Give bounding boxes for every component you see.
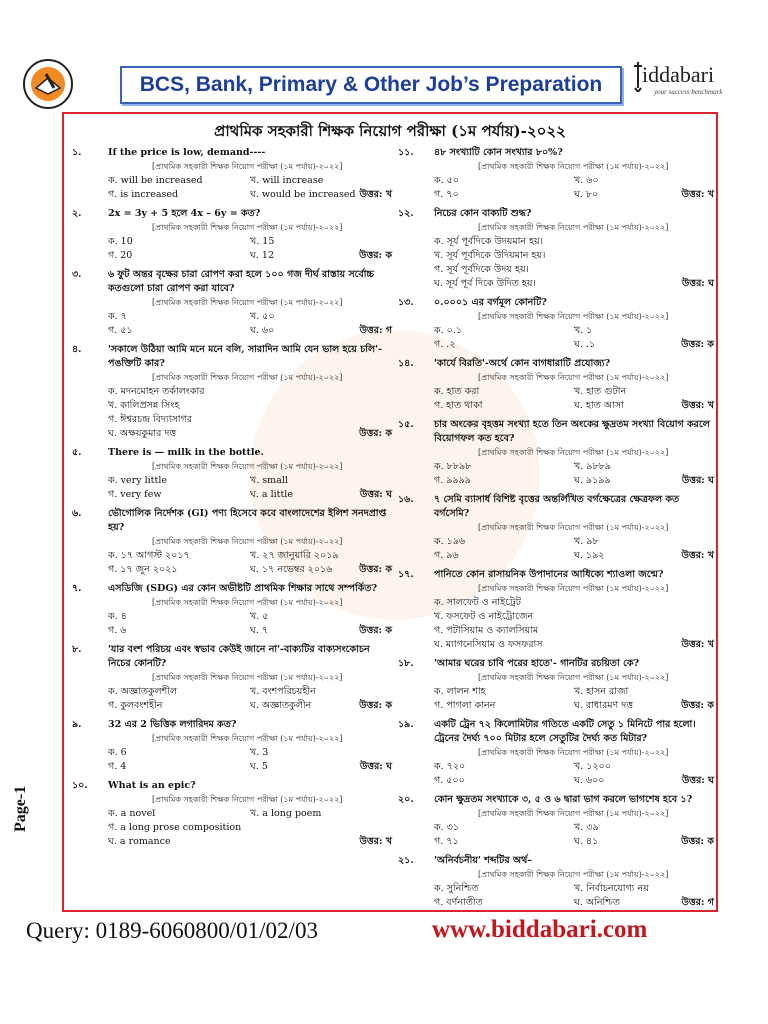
option-item: গ. very few (108, 489, 162, 500)
question-text: ৪৮ সংখ্যাটি কোন সংখ্যার ৮০%? (434, 147, 563, 158)
options-grid (108, 310, 392, 338)
question-source: [প্রাথমিক সহকারী শিক্ষক নিয়োগ পরীক্ষা (১ম পর্যায়)-২০২২] (152, 223, 343, 232)
option-item: গ. কুলবংশহীন (108, 700, 163, 711)
answer-label: উত্তর: ক (681, 339, 714, 350)
question-item (398, 793, 714, 849)
option-item: গ. ১৭ জুন ২০২১ (108, 564, 178, 575)
question-text: 'সকালে উঠিয়া আমি মনে মনে বলি, সারাদিন আমি যেন ভাল হয়ে চলি'-পঙক্তিটি কার? (108, 344, 382, 369)
option-item: ঘ. অজ্ঞাতকুলীন (250, 700, 312, 711)
option-item: গ. সূর্য পূর্বদিকে উদয় হয়। (434, 264, 529, 275)
question-source: [প্রাথমিক সহকারী শিক্ষক নিয়োগ পরীক্ষা (১ম পর্যায়)-২০২২] (478, 373, 669, 382)
question-item (72, 146, 392, 202)
exam-title: প্রাথমিক সহকারী শিক্ষক নিয়োগ পরীক্ষা (১ম পর্যায়)-২০২২ (214, 122, 566, 140)
option-item: ঘ. ৯১৯৯ (574, 475, 611, 486)
question-item (72, 343, 392, 441)
option-item: ঘ. ৬০ (250, 325, 275, 336)
question-item (72, 779, 392, 849)
question-source: [প্রাথমিক সহকারী শিক্ষক নিয়োগ পরীক্ষা (১ম পর্যায়)-২০২২] (478, 523, 669, 532)
option-item: ক. 6 (108, 747, 127, 758)
question-source: [প্রাথমিক সহকারী শিক্ষক নিয়োগ পরীক্ষা (১ম পর্যায়)-২০২২] (152, 598, 343, 607)
options-grid (434, 385, 714, 413)
question-source: [প্রাথমিক সহকারী শিক্ষক নিয়োগ পরীক্ষা (১ম পর্যায়)-২০২২] (152, 462, 343, 471)
option-item: খ. ১ (574, 325, 593, 336)
question-item (398, 493, 714, 563)
question-text: 'কার্যে বিরতি'-অর্থে কোন বাগধারাটি প্রযোজ্য? (434, 358, 611, 369)
option-item: ঘ. would be increased (250, 189, 356, 200)
option-item: গ. ৫১ (108, 325, 133, 336)
options-grid (434, 821, 714, 849)
answer-label: উত্তর: গ (681, 897, 714, 908)
question-number: ২১. (398, 855, 414, 866)
option-item: গ. বর্ণনাতীত (434, 897, 483, 908)
question-text: ৬ ফুট অন্তর বৃক্ষের চারা রোপণ করা হলে ১০০ গজ দীর্ঘ রাস্তায় সর্বোচ্চ কতগুলো চারা রোপণ করা যাবে? (108, 269, 375, 294)
header-banner (120, 66, 622, 104)
option-item: গ. পাগলা কানন (434, 700, 496, 711)
brand-tagline: your success benchmark (654, 88, 723, 96)
option-item: খ. নির্বাচনযোগ্য নয় (574, 883, 649, 894)
question-item (72, 582, 392, 638)
option-item: ক. সুনিশ্চিত (434, 883, 479, 894)
question-number: ১৯. (398, 719, 414, 730)
option-item: ক. 10 (108, 236, 133, 247)
options-grid (434, 535, 714, 563)
option-item: ক. ১৯৬ (434, 536, 466, 547)
page-number: Page-1 (12, 785, 29, 832)
question-text: একটি ট্রেন ৭২ কিলোমিটার গতিতে একটি সেতু ১ মিনিটে পার হলো। ট্রেনের দৈর্ঘ্য ৭০০ মিটার হলে সেতুটির দৈর্ঘ্য কত মিটার? (434, 719, 696, 744)
question-source: [প্রাথমিক সহকারী শিক্ষক নিয়োগ পরীক্ষা (১ম পর্যায়)-২০২২] (152, 373, 343, 382)
options-grid (108, 385, 392, 441)
question-item (72, 268, 392, 338)
question-item (398, 357, 714, 413)
option-item: ঘ. সূর্য পূর্ব দিকে উদিত হয়। (434, 278, 536, 289)
question-item (398, 854, 714, 910)
question-number: ৯. (72, 719, 82, 730)
question-text: What is an epic? (108, 780, 196, 791)
option-item: ক. অজ্ঞাতকুলশীল (108, 686, 178, 697)
answer-label: উত্তর: খ (681, 550, 714, 561)
option-item: ক. ০.১ (434, 325, 463, 336)
answer-label: উত্তর: ঘ (681, 278, 714, 289)
question-source: [প্রাথমিক সহকারী শিক্ষক নিয়োগ পরীক্ষা (১ম পর্যায়)-২০২২] (478, 162, 669, 171)
question-text: 'অনির্বচনীয়' শব্দটির অর্থ– (434, 855, 532, 866)
question-item (398, 207, 714, 291)
question-text: If the price is low, demand---- (108, 147, 266, 158)
answer-label: উত্তর: ঘ (359, 489, 392, 500)
option-item: ঘ. ১৯২ (574, 550, 605, 561)
biddabari-logo (632, 62, 742, 100)
options-grid (434, 460, 714, 488)
option-item: খ. ২৭ জানুয়ারি ২০১৯ (250, 550, 339, 561)
option-item: ঘ. রাধারমণ দত্ত (574, 700, 634, 711)
option-item: ক. very little (108, 475, 167, 486)
options-grid (108, 746, 392, 774)
question-source: [প্রাথমিক সহকারী শিক্ষক নিয়োগ পরীক্ষা (১ম পর্যায়)-২০২২] (478, 223, 669, 232)
question-item (398, 418, 714, 488)
option-item: ক. সালফেট ও নাইট্রেট (434, 597, 521, 608)
question-text: ০.০০০১ এর বর্গমূল কোনটি? (434, 297, 547, 308)
question-number: ১২. (398, 208, 414, 219)
answer-label: উত্তর: ক (681, 700, 714, 711)
options-grid (108, 610, 392, 638)
answer-label: উত্তর: গ (359, 325, 392, 336)
answer-label: উত্তর: ঘ (359, 761, 392, 772)
answer-label: উত্তর: ক (359, 428, 392, 439)
option-item: ঘ. অক্ষয়কুমার দত্ত (108, 428, 177, 439)
right-column (398, 146, 714, 915)
question-number: ১৬. (398, 494, 414, 505)
question-item (72, 507, 392, 577)
question-text: পানিতে কোন রাসায়নিক উপাদানের আধিক্যে শ্যাওলা জন্মে? (434, 569, 664, 580)
option-item: ক. সূর্য পূর্বদিকে উদয়মান হয়। (434, 236, 544, 247)
answer-label: উত্তর: ক (359, 250, 392, 261)
option-item: খ. ৬০ (574, 175, 599, 186)
biddabari-emblem-icon (22, 58, 74, 110)
option-item: ক. ৫০ (434, 175, 460, 186)
option-item: খ. 15 (250, 236, 275, 247)
option-item: গ. হাত থাকা (434, 400, 483, 411)
option-item: গ. is increased (108, 189, 179, 200)
question-source: [প্রাথমিক সহকারী শিক্ষক নিয়োগ পরীক্ষা (১ম পর্যায়)-২০২২] (478, 809, 669, 818)
banner-title: BCS, Bank, Primary & Other Job’s Preparation (139, 73, 603, 96)
option-item: ক. ৪ (108, 611, 127, 622)
question-item (398, 568, 714, 652)
question-text: চার অংকের বৃহত্তম সংখ্যা হতে তিন অংকের ক্ষুদ্রতম সংখ্যা বিয়োগ করলে বিয়োগফল কত হবে? (434, 419, 710, 444)
question-source: [প্রাথমিক সহকারী শিক্ষক নিয়োগ পরীক্ষা (১ম পর্যায়)-২০২২] (152, 734, 343, 743)
answer-label: উত্তর: খ (681, 639, 714, 650)
question-source: [প্রাথমিক সহকারী শিক্ষক নিয়োগ পরীক্ষা (১ম পর্যায়)-২০২২] (478, 748, 669, 757)
option-item: ক. ৭ (108, 311, 127, 322)
answer-label: উত্তর: ক (359, 564, 392, 575)
question-number: ১৮. (398, 658, 414, 669)
question-source: [প্রাথমিক সহকারী শিক্ষক নিয়োগ পরীক্ষা (১ম পর্যায়)-২০২২] (478, 673, 669, 682)
option-item: ঘ. 5 (250, 761, 268, 772)
option-item: গ. a long prose composition (108, 822, 242, 833)
option-item: খ. হাসন রাজা (574, 686, 629, 697)
question-source: [প্রাথমিক সহকারী শিক্ষক নিয়োগ পরীক্ষা (১ম পর্যায়)-২০২২] (152, 162, 343, 171)
question-text: কোন ক্ষুদ্রতম সংখ্যাকে ৩, ৫ ও ৬ দ্বারা ভাগ করলে ভাগশেষ হবে ১? (434, 794, 693, 805)
question-text: There is — milk in the bottle. (108, 447, 264, 458)
option-item: খ. সূর্য পূর্বদিকে উদিয়মান হয়। (434, 250, 546, 261)
option-item: ঘ. a little (250, 489, 293, 500)
option-item: খ. বংশপরিচয়হীন (250, 686, 316, 697)
question-text: ৭ সেমি ব্যাসার্ধ বিশিষ্ট বৃত্তের অন্তর্লিখিত বর্গক্ষেত্রের ক্ষেত্রফল কত বর্গসেমি? (434, 494, 680, 519)
option-item: ক. ৭২০ (434, 761, 466, 772)
question-source: [প্রাথমিক সহকারী শিক্ষক নিয়োগ পরীক্ষা (১ম পর্যায়)-২০২২] (478, 584, 669, 593)
answer-label: উত্তর: খ (681, 400, 714, 411)
option-item: ঘ. ৮০ (574, 189, 599, 200)
question-text: নিচের কোন বাক্যটি শুদ্ধ? (434, 208, 532, 219)
options-grid (108, 549, 392, 577)
question-source: [প্রাথমিক সহকারী শিক্ষক নিয়োগ পরীক্ষা (১ম পর্যায়)-২০২২] (152, 537, 343, 546)
question-item (398, 718, 714, 788)
option-item: খ. 3 (250, 747, 269, 758)
option-item: গ. ৯৬ (434, 550, 459, 561)
question-frame (62, 112, 718, 912)
left-column (72, 146, 392, 854)
options-grid (434, 235, 714, 291)
option-item: গ. ৭০ (434, 189, 459, 200)
option-item: খ. হাত গুটান (574, 386, 627, 397)
question-number: ৮. (72, 644, 82, 655)
question-source: [প্রাথমিক সহকারী শিক্ষক নিয়োগ পরীক্ষা (১ম পর্যায়)-২০২২] (478, 870, 669, 879)
option-item: খ. ৫০ (250, 311, 275, 322)
answer-label: উত্তর: খ (681, 189, 714, 200)
options-grid (434, 882, 714, 910)
question-source: [প্রাথমিক সহকারী শিক্ষক নিয়োগ পরীক্ষা (১ম পর্যায়)-২০২২] (478, 448, 669, 457)
question-text: ভৌগোলিক নির্দেশক (GI) পণ্য হিসেবে কবে বাংলাদেশের ইলিশ সনদপ্রাপ্ত হয়? (108, 508, 387, 533)
question-source: [প্রাথমিক সহকারী শিক্ষক নিয়োগ পরীক্ষা (১ম পর্যায়)-২০২২] (478, 312, 669, 321)
option-item: ঘ. ম্যাগনেসিয়াম ও ফসফরাস (434, 639, 543, 650)
option-item: গ. ৫০০ (434, 775, 465, 786)
query-phone: Query: 0189-6060800/01/02/03 (26, 918, 318, 943)
question-item (72, 207, 392, 263)
option-item: খ. ১২০০ (574, 761, 611, 772)
answer-label: উত্তর: খ (359, 836, 392, 847)
option-item: ক. লালন শাহ (434, 686, 486, 697)
option-item: গ. ৬ (108, 625, 127, 636)
option-item: ক. মদনমোহন তর্কালংকার (108, 386, 205, 397)
option-item: গ. ৭১ (434, 836, 459, 847)
question-source: [প্রাথমিক সহকারী শিক্ষক নিয়োগ পরীক্ষা (১ম পর্যায়)-২০২২] (152, 298, 343, 307)
options-grid (108, 474, 392, 502)
question-number: ৫. (72, 447, 82, 458)
option-item: গ. .২ (434, 339, 456, 350)
option-item: খ. ৩৯ (574, 822, 599, 833)
option-item: ঘ. ১৭ নভেম্বর ২০১৬ (250, 564, 333, 575)
options-grid (108, 685, 392, 713)
question-item (398, 296, 714, 352)
option-item: ঘ. a romance (108, 836, 171, 847)
option-item: গ. 20 (108, 250, 133, 261)
question-source: [প্রাথমিক সহকারী শিক্ষক নিয়োগ পরীক্ষা (১ম পর্যায়)-২০২২] (152, 795, 343, 804)
option-item: গ. 4 (108, 761, 127, 772)
question-item (72, 718, 392, 774)
question-number: ২. (72, 208, 82, 219)
option-item: ঘ. অনিশ্চিত (574, 897, 620, 908)
option-item: ঘ. .১ (574, 339, 596, 350)
question-text: এসডিজি (SDG) এর কোন অভীষ্টটি প্রাথমিক শিক্ষার সাথে সম্পর্কিত? (108, 583, 378, 594)
option-item: ঘ. ৭ (250, 625, 269, 636)
option-item: গ. ৯৯৯৯ (434, 475, 471, 486)
options-grid (434, 596, 714, 652)
option-item: ক. ১৭ আগস্ট ২০১৭ (108, 550, 190, 561)
question-number: ১১. (398, 147, 414, 158)
answer-label: উত্তর: ক (359, 625, 392, 636)
option-item: ক. a novel (108, 808, 156, 819)
option-item: গ. পটাসিয়াম ও ক্যালসিয়াম (434, 625, 539, 636)
options-grid (108, 807, 392, 849)
answer-label: উত্তর: ক (359, 700, 392, 711)
question-text: 32 এর 2 ভিত্তিক লগারিদম কত? (108, 719, 237, 730)
option-item: ঘ. হাত আসা (574, 400, 624, 411)
option-item: খ. কালিপ্রসন্ন সিংহ (108, 400, 180, 411)
question-text: 2x = 3y + 5 হলে 4x – 6y = কত? (108, 208, 261, 219)
option-item: খ. ৯৮ (574, 536, 599, 547)
question-item (72, 643, 392, 713)
question-number: ১৭. (398, 569, 414, 580)
option-item: খ. ৯৮৮৯ (574, 461, 611, 472)
answer-label: উত্তর: খ (359, 189, 392, 200)
question-number: ১৩. (398, 297, 414, 308)
question-text: 'আমার ঘরের চাবি পরের হাতে'- গানটির রচয়িতা কে? (434, 658, 640, 669)
question-number: ৪. (72, 344, 82, 355)
option-item: ক. ৩১ (434, 822, 460, 833)
options-grid (434, 685, 714, 713)
answer-label: উত্তর: ক (681, 836, 714, 847)
option-item: ক. will be increased (108, 175, 203, 186)
question-item (72, 446, 392, 502)
option-item: ঘ. ৪১ (574, 836, 599, 847)
website-link[interactable]: www.biddabari.com (432, 916, 648, 943)
question-item (398, 146, 714, 202)
option-item: ঘ. 12 (250, 250, 274, 261)
option-item: খ. will increase (250, 175, 324, 186)
question-text: 'যার বংশ পরিচয় এবং স্বভাব কেউই জানে না'-বাক্যটির বাক্যসংকোচন নিচের কোনটি? (108, 644, 370, 669)
question-number: ১৫. (398, 419, 414, 430)
question-item (398, 657, 714, 713)
option-item: ঘ. ৬০০ (574, 775, 605, 786)
options-grid (108, 235, 392, 263)
question-number: ১. (72, 147, 82, 158)
question-number: ৩. (72, 269, 82, 280)
options-grid (108, 174, 392, 202)
option-item: গ. ঈশ্বরচন্দ্র বিদ্যাসাগর (108, 414, 192, 425)
question-number: ১০. (72, 780, 88, 791)
answer-label: উত্তর: ঘ (681, 775, 714, 786)
question-number: ১৪. (398, 358, 414, 369)
brand-name: iddabari (642, 62, 715, 87)
option-item: খ. ফসফেট ও নাইট্রোজেন (434, 611, 534, 622)
answer-label: উত্তর: ঘ (681, 475, 714, 486)
options-grid (434, 760, 714, 788)
option-item: ক. হাত করা (434, 386, 480, 397)
question-number: ২০. (398, 794, 414, 805)
question-number: ৬. (72, 508, 82, 519)
options-grid (434, 174, 714, 202)
question-source: [প্রাথমিক সহকারী শিক্ষক নিয়োগ পরীক্ষা (১ম পর্যায়)-২০২২] (152, 673, 343, 682)
option-item: খ. a long poem (250, 808, 322, 819)
option-item: খ. small (250, 475, 288, 486)
option-item: ক. ৮৮৯৮ (434, 461, 472, 472)
question-number: ৭. (72, 583, 82, 594)
options-grid (434, 324, 714, 352)
option-item: খ. ৫ (250, 611, 269, 622)
